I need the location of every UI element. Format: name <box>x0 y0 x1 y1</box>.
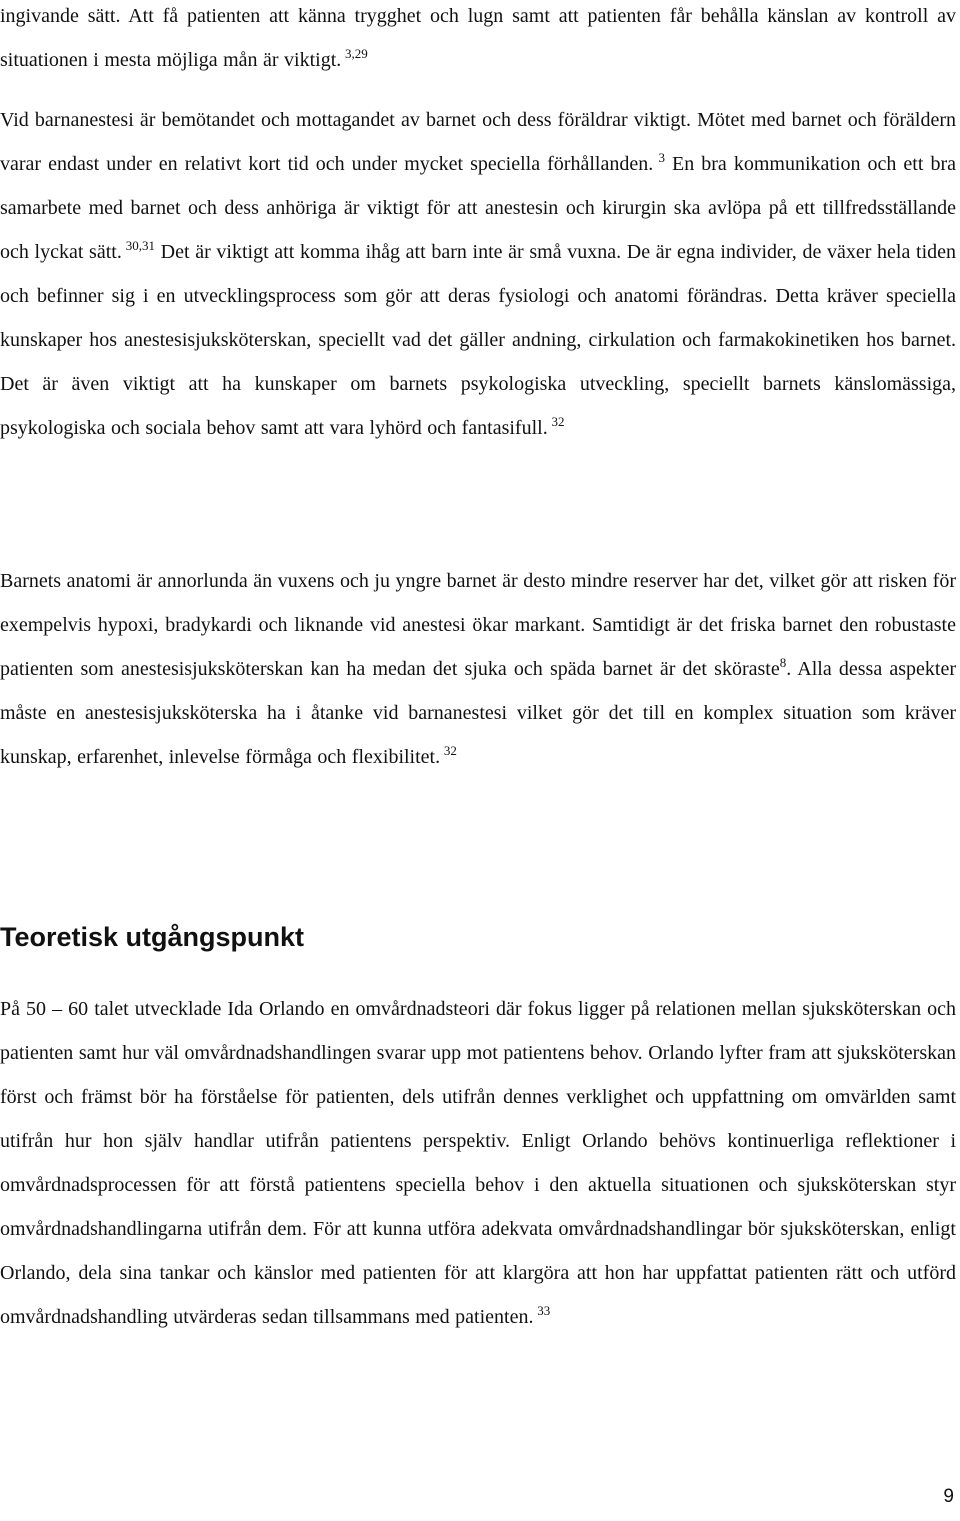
citation-reference: 33 <box>533 1303 551 1318</box>
citation-reference: 30,31 <box>121 238 156 253</box>
paragraph-orlando-teori <box>0 987 956 1339</box>
paragraph-text: ingivande sätt. Att få patienten att känna trygghet och lugn samt att patienten får behålla känslan av kontroll av situationen i mesta möjliga mån är viktigt. <box>0 5 956 71</box>
page-number: 9 <box>943 1486 954 1507</box>
paragraph-text: Det är viktigt att komma ihåg att barn inte är små vuxna. De är egna individer, de växer hela tiden och befinner sig i en utvecklingsprocess som gör att deras fysiologi och anatomi förändras. Detta kräver speciella kunskaper hos anestesisjuksköterskan, speciellt vad det gäller andning, cirkulation och farmakokinetiken hos barnet. Det är även viktigt att ha kunskaper om barnets psykologiska utveckling, speciellt barnets känslomässiga, psykologiska och sociala behov samt att vara lyhörd och fantasifull. <box>0 241 957 439</box>
paragraph-patient-trygghet <box>0 0 956 82</box>
citation-reference: 32 <box>440 743 457 758</box>
citation-reference: 32 <box>547 414 565 429</box>
citation-reference: 3,29 <box>341 46 368 61</box>
paragraph-barnanestesi-bemotande <box>0 98 956 450</box>
paragraph-text: Barnets anatomi är annorlunda än vuxens och ju yngre barnet är desto mindre reserver har det, vilket gör att risken för exempelvis hypoxi, bradykardi och liknande vid anestesi ökar markant. Samtidigt är det friska barnet den robustaste patienten som anestesisjuksköterskan kan ha medan det sjuka och späda barnet är det sköraste <box>0 570 956 680</box>
paragraph-text: Vid barnanestesi är bemötandet och mottagandet av barnet och dess föräldrar viktigt. Mötet med barnet och föräldern varar endast under en relativt kort tid och under mycket speciella förhållanden. <box>0 109 956 175</box>
paragraph-text: På 50 – 60 talet utvecklade Ida Orlando en omvårdnadsteori där fokus ligger på relationen mellan sjuksköterskan och patienten samt hur väl omvårdnadshandlingen svarar upp mot patientens behov. Orlando lyfter fram att sjuksköterskan först och främst bör ha förståelse för patienten, dels utifrån dennes verklighet och uppfattning om omvärlden samt utifrån hur hon själv handlar utifrån patientens perspektiv. Enligt Orlando behövs kontinuerliga reflektioner i omvårdnadsprocessen för att förstå patientens speciella behov i den aktuella situationen och sjuksköterskan styr omvårdnadshandlingarna utifrån dem. För att kunna utföra adekvata omvårdnadshandlingar bör sjuksköterskan, enligt Orlando, dela sina tankar och känslor med patienten för att klargöra att hon har uppfattat patienten rätt och utförd omvårdnadshandling utvärderas sedan tillsammans med patienten. <box>0 998 956 1328</box>
citation-reference: 8 <box>779 655 787 670</box>
citation-reference: 3 <box>653 150 665 165</box>
paragraph-barnets-anatomi <box>0 559 956 779</box>
paragraph-text: . Alla dessa aspekter måste en anestesisjuksköterska ha i åtanke vid barnanestesi vilket gör det till en komplex situation som kräver kunskap, erfarenhet, inlevelse förmåga och flexibilitet. <box>0 658 957 768</box>
section-heading: Teoretisk utgångspunkt <box>0 922 305 952</box>
paragraph-text: En bra kommunikation och ett bra samarbete med barnet och dess anhöriga är viktigt för att anestesin och kirurgin ska avlöpa på ett tillfredsställande och lyckat sätt. <box>0 153 956 263</box>
